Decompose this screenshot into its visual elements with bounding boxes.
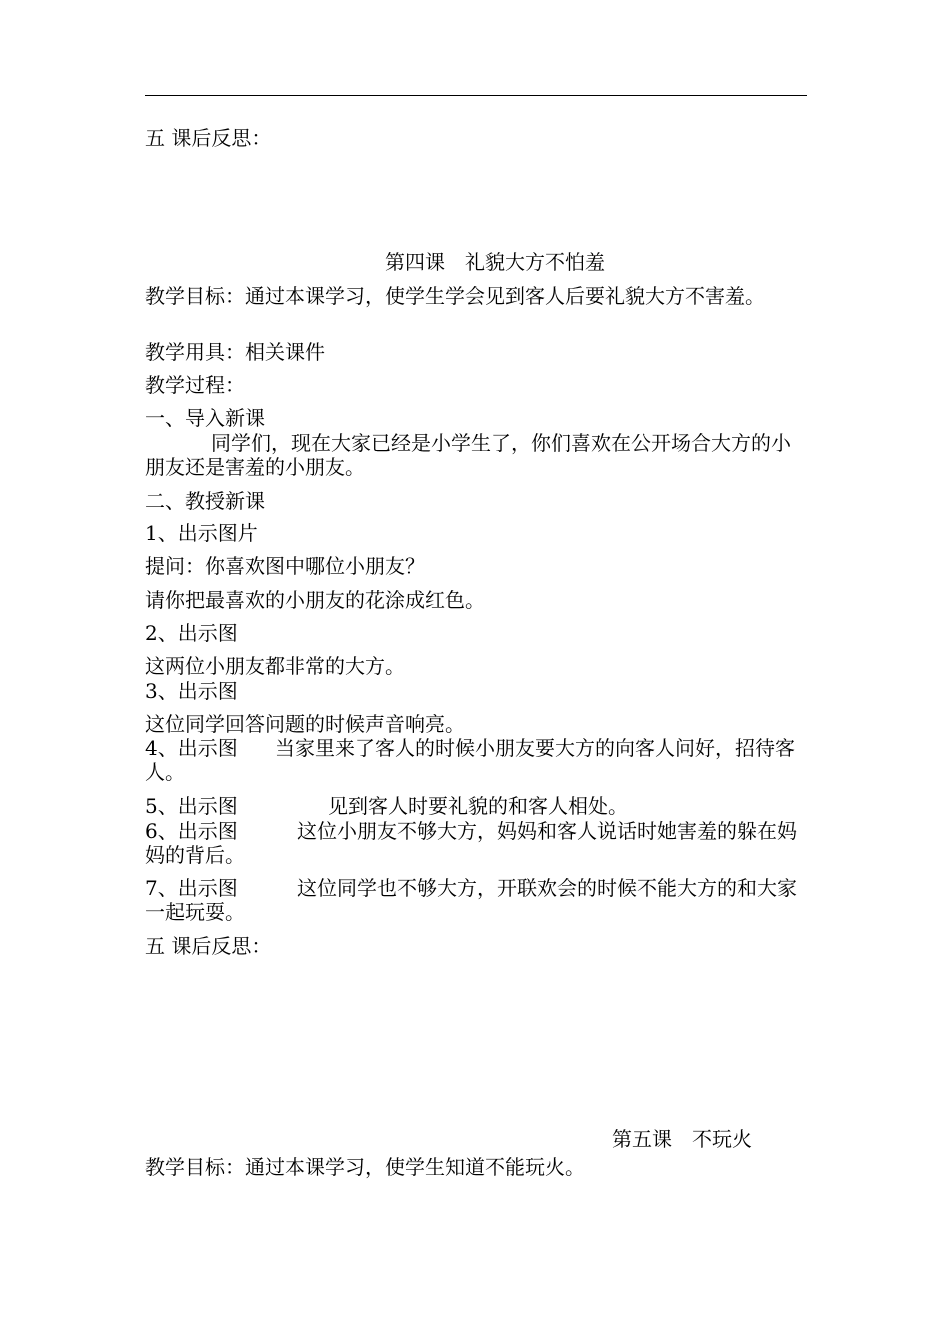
- lesson4-step1-text: 同学们，现在大家已经是小学生了，你们喜欢在公开场合大方的小朋友还是害羞的小朋友。: [145, 431, 791, 479]
- lesson4-item2-title: 2、出示图: [145, 621, 238, 645]
- section-reflection-heading: 五 课后反思：: [145, 126, 272, 150]
- lesson4-item7-text: 这位同学也不够大方，开联欢会的时候不能大方的和大家一起玩耍。: [145, 876, 797, 924]
- lesson4-item5-text: 见到客人时要礼貌的和客人相处。: [328, 794, 628, 818]
- lesson4-item4-title: 4、出示图: [145, 736, 238, 760]
- lesson4-item1-task: 请你把最喜欢的小朋友的花涂成红色。: [145, 588, 485, 612]
- lesson4-title: 第四课 礼貌大方不怕羞: [385, 250, 605, 274]
- lesson4-step1-title: 一、导入新课: [145, 406, 265, 430]
- lesson4-item4-text: 当家里来了客人的时候小朋友要大方的向客人问好，招待客人。: [145, 736, 795, 784]
- lesson5-title: 第五课 不玩火: [612, 1127, 752, 1151]
- lesson4-item7-title: 7、出示图: [145, 876, 238, 900]
- lesson5-goal: 教学目标：通过本课学习，使学生知道不能玩火。: [145, 1155, 585, 1179]
- lesson4-item3-title: 3、出示图: [145, 679, 238, 703]
- lesson4-item1-question: 提问：你喜欢图中哪位小朋友？: [145, 554, 425, 578]
- lesson4-tools: 教学用具：相关课件: [145, 340, 325, 364]
- lesson4-reflection-heading: 五 课后反思：: [145, 934, 272, 958]
- lesson4-item1-title: 1、出示图片: [145, 521, 258, 545]
- lesson4-step2-title: 二、教授新课: [145, 489, 265, 513]
- lesson4-item6-title: 6、出示图: [145, 819, 238, 843]
- lesson4-item2-text: 这两位小朋友都非常的大方。: [145, 654, 405, 678]
- header-divider: [145, 95, 807, 96]
- lesson4-goal: 教学目标：通过本课学习，使学生学会见到客人后要礼貌大方不害羞。: [145, 284, 765, 308]
- lesson4-item3-text: 这位同学回答问题的时候声音响亮。: [145, 712, 465, 736]
- lesson4-item5-title: 5、出示图: [145, 794, 238, 818]
- lesson4-process-heading: 教学过程：: [145, 373, 245, 397]
- lesson4-item6-text: 这位小朋友不够大方，妈妈和客人说话时她害羞的躲在妈妈的背后。: [145, 819, 797, 867]
